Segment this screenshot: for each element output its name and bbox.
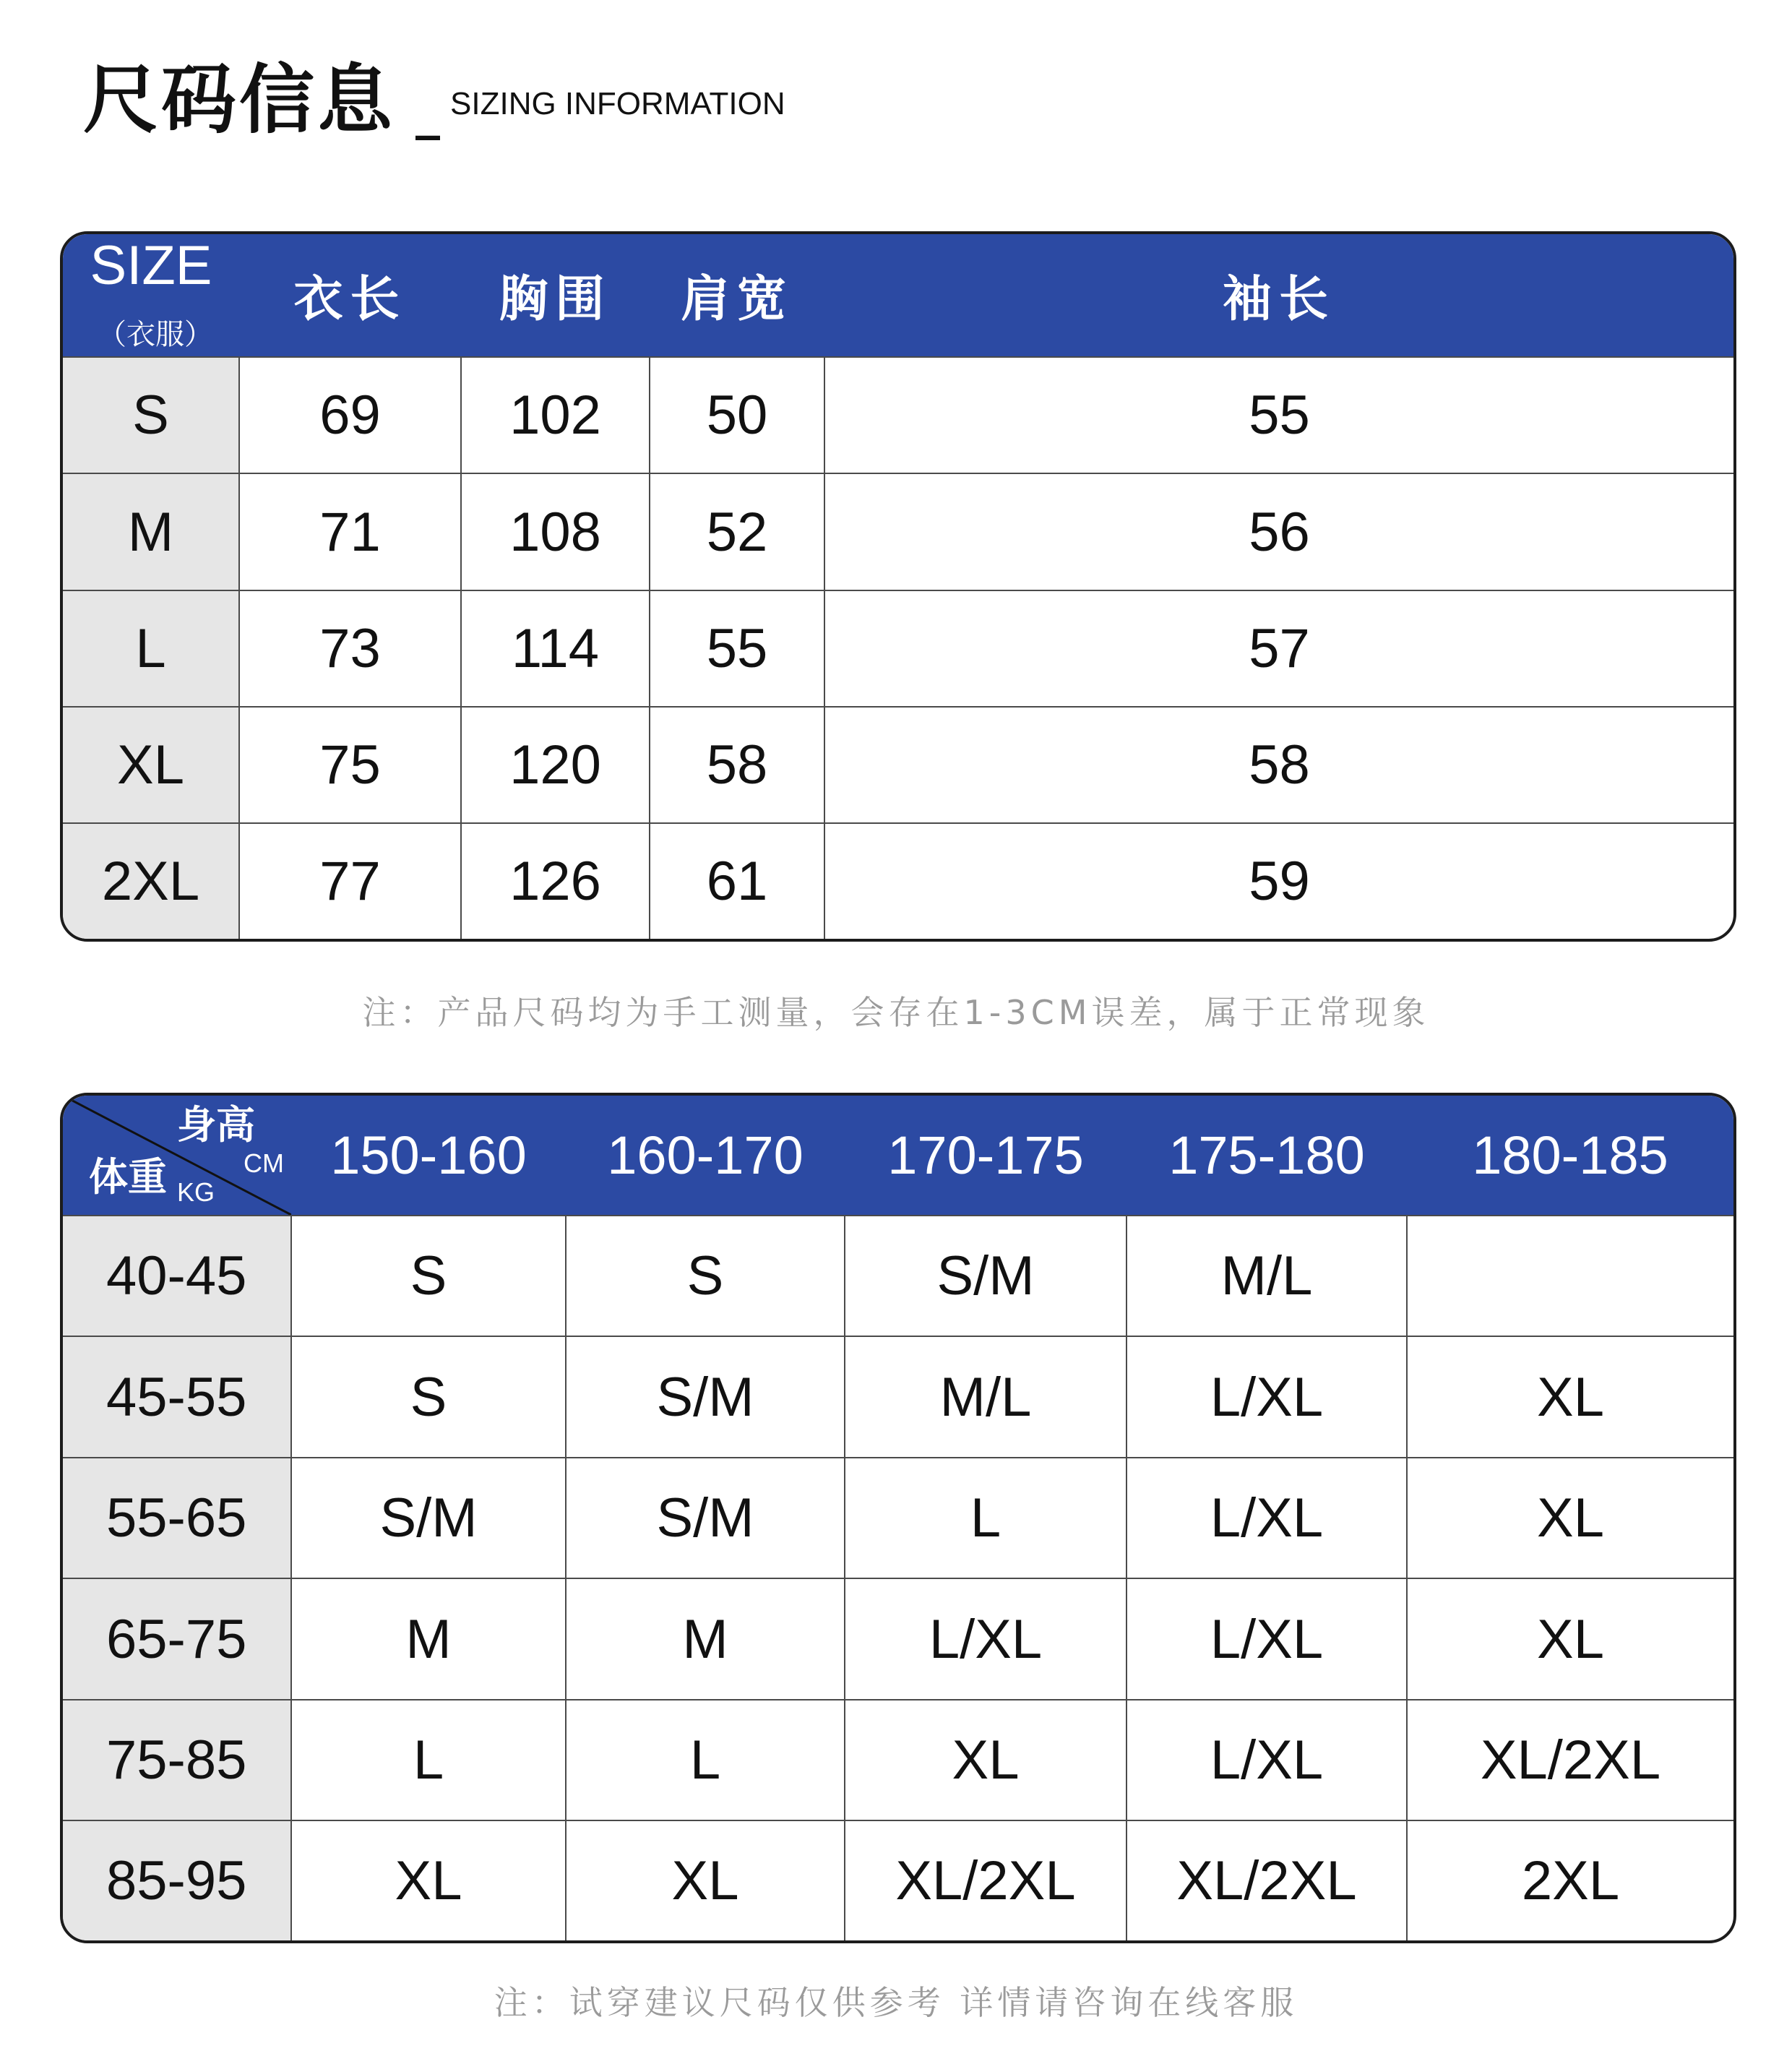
table-cell: L <box>845 1458 1127 1578</box>
weight-range-label: 45-55 <box>63 1336 291 1457</box>
table-cell: S/M <box>566 1458 845 1578</box>
weight-range-label: 65-75 <box>63 1578 291 1699</box>
table-cell: 77 <box>239 823 461 939</box>
table-cell: M/L <box>1127 1216 1407 1336</box>
table-cell: XL/2XL <box>845 1820 1127 1940</box>
table-cell: S <box>291 1216 566 1336</box>
title-separator: _ <box>415 84 441 141</box>
table-cell <box>1407 1216 1733 1336</box>
table-cell: XL <box>1407 1578 1733 1699</box>
size-table-header-row <box>63 234 1733 357</box>
table-cell: 58 <box>824 707 1733 823</box>
table-row <box>63 1216 1733 1336</box>
table-row <box>63 1578 1733 1699</box>
table-cell: L/XL <box>1127 1700 1407 1820</box>
table-cell: S/M <box>845 1216 1127 1336</box>
table-cell: 71 <box>239 473 461 590</box>
table-cell: S <box>291 1336 566 1457</box>
weight-range-label: 85-95 <box>63 1820 291 1940</box>
table-cell: L <box>566 1700 845 1820</box>
weight-label: 体重 <box>89 1154 167 1200</box>
table-cell: L/XL <box>1127 1578 1407 1699</box>
title-english: SIZING INFORMATION <box>450 86 785 121</box>
table-row <box>63 1336 1733 1457</box>
table-cell: XL/2XL <box>1127 1820 1407 1940</box>
size-header-label: SIZE <box>90 235 212 296</box>
table-row <box>63 473 1733 590</box>
column-header-shoulder: 肩宽 <box>650 234 824 357</box>
table-cell: M/L <box>845 1336 1127 1457</box>
row-size-label: 2XL <box>63 823 239 939</box>
table-cell: S/M <box>566 1336 845 1457</box>
height-range-header: 160-170 <box>566 1096 845 1216</box>
corner-header-cell <box>63 1096 291 1216</box>
table-row <box>63 1458 1733 1578</box>
column-header-length: 衣长 <box>239 234 461 357</box>
page-title <box>83 51 785 144</box>
table-cell: L/XL <box>845 1578 1127 1699</box>
size-column-header <box>63 234 239 357</box>
column-header-sleeve: 袖长 <box>824 234 1733 357</box>
table-cell: 75 <box>239 707 461 823</box>
table-cell: 50 <box>650 357 824 473</box>
table-row <box>63 823 1733 939</box>
fit-table-header-row <box>63 1096 1733 1216</box>
table-cell: M <box>566 1578 845 1699</box>
fit-suggestion-note: 注：试穿建议尺码仅供参考 详情请咨询在线客服 <box>494 1983 1298 2022</box>
table-cell: 114 <box>461 590 650 707</box>
height-unit: CM <box>244 1148 284 1178</box>
table-cell: XL <box>845 1700 1127 1820</box>
table-cell: L <box>291 1700 566 1820</box>
table-cell: XL <box>1407 1458 1733 1578</box>
table-cell: 55 <box>650 590 824 707</box>
column-header-chest: 胸围 <box>461 234 650 357</box>
height-range-header: 170-175 <box>845 1096 1127 1216</box>
table-cell: S <box>566 1216 845 1336</box>
table-cell: 108 <box>461 473 650 590</box>
table-cell: 57 <box>824 590 1733 707</box>
size-header-sublabel: （衣服） <box>98 318 213 351</box>
table-cell: 58 <box>650 707 824 823</box>
height-range-header: 175-180 <box>1127 1096 1407 1216</box>
table-cell: 126 <box>461 823 650 939</box>
row-size-label: S <box>63 357 239 473</box>
measurement-note: 注：产品尺码均为手工测量，会存在1-3CM误差，属于正常现象 <box>362 993 1430 1032</box>
table-cell: 2XL <box>1407 1820 1733 1940</box>
height-range-header: 150-160 <box>291 1096 566 1216</box>
table-cell: 56 <box>824 473 1733 590</box>
table-row <box>63 590 1733 707</box>
weight-range-label: 75-85 <box>63 1700 291 1820</box>
table-cell: 59 <box>824 823 1733 939</box>
title-chinese: 尺码信息 <box>83 56 396 144</box>
table-row <box>63 357 1733 473</box>
row-size-label: M <box>63 473 239 590</box>
size-measurement-table <box>60 231 1736 942</box>
weight-range-label: 40-45 <box>63 1216 291 1336</box>
height-label: 身高 <box>177 1102 255 1148</box>
table-cell: 120 <box>461 707 650 823</box>
table-cell: 61 <box>650 823 824 939</box>
table-cell: XL/2XL <box>1407 1700 1733 1820</box>
table-cell: 69 <box>239 357 461 473</box>
table-row <box>63 1820 1733 1940</box>
row-size-label: L <box>63 590 239 707</box>
table-cell: XL <box>566 1820 845 1940</box>
table-cell: 73 <box>239 590 461 707</box>
table-cell: XL <box>1407 1336 1733 1457</box>
table-cell: S/M <box>291 1458 566 1578</box>
table-cell: 102 <box>461 357 650 473</box>
weight-unit: KG <box>177 1177 215 1207</box>
table-cell: M <box>291 1578 566 1699</box>
row-size-label: XL <box>63 707 239 823</box>
table-cell: 52 <box>650 473 824 590</box>
height-range-header: 180-185 <box>1407 1096 1733 1216</box>
table-cell: XL <box>291 1820 566 1940</box>
table-cell: L/XL <box>1127 1336 1407 1457</box>
table-cell: L/XL <box>1127 1458 1407 1578</box>
table-row <box>63 707 1733 823</box>
table-row <box>63 1700 1733 1820</box>
fit-recommendation-table <box>60 1093 1736 1943</box>
weight-range-label: 55-65 <box>63 1458 291 1578</box>
table-cell: 55 <box>824 357 1733 473</box>
